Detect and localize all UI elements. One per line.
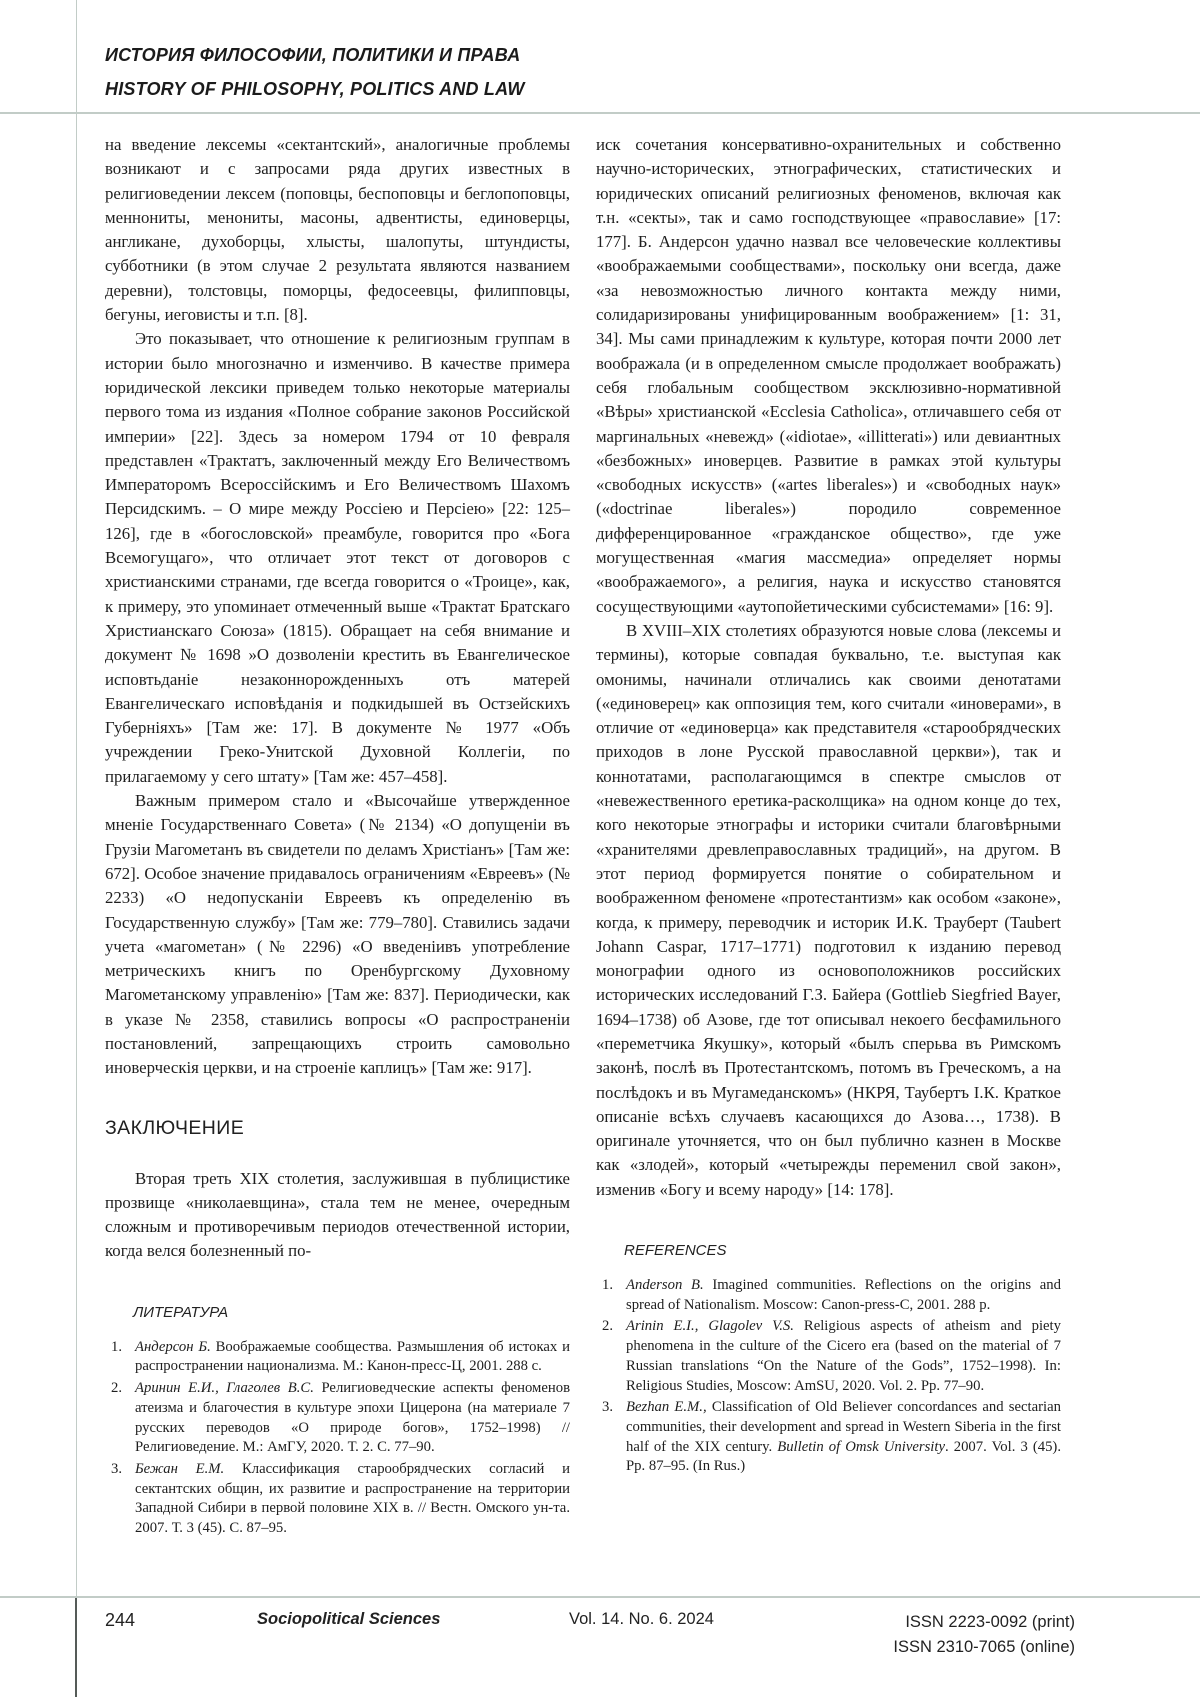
reference-text [626, 1276, 1061, 1315]
reference-body: Классификация старообрядческих согласий и сектантских общин, их развитие и распространение на территории Западной Сибири в первой половине XIX в. // Вестн. Омского ун-та. 2007. Т. 3 (45). С. 87–95. [135, 1460, 570, 1537]
page-number: 244 [105, 1610, 136, 1630]
body-paragraph: В XVIII–XIX столетиях образуются новые слова (лексемы и термины), которые совпадая буквально, т.е. выступая как омонимы, начинали отличались как своими денотатами («единоверец» как оппозиция тем, кого считали «иноверами», в отличие от «единоверца» как представителя «старообрядческих приходов в лоне Русской православной церкви»), так и коннотатами, располагающимся в спектре смыслов от «невежественного еретика-расколщика» на одном конце до тех, кого некоторые этнографы и историки считали благовѣрными «хранителями древлеправославных традиций», на другом. В этот период формируется понятие о собирательном и воображенном феномене «протестантизм» как особом «законе», когда, к примеру, переводчик и историк И.К. Трауберт (Taubert Johann Caspar, 1717–1771) подготовил к изданию перевод монографии одного из основоположников российских исторических исследований Г.З. Байера (Gottlieb Siegfried Bayer, 1694–1738) об Азове, где тот описывал некоего бесфамильного «переметчика Якушку», который «былъ сперьва въ Римскомъ законѣ, послѣ въ Протестантскомъ, потомъ въ Греческомъ, а на послѣдокъ и въ Мугамеданскомъ» (НКРЯ, Таубертъ І.К. Краткое описаніе всѣхъ случаевъ касающихся до Азова…, 1738). В оригинале уточняется, что он был публично казнен в Москве как «злодей», который «четырежды переменил свой закон», изменив «Богу и всему народу» [14: 178]. [596, 620, 1061, 1199]
reference-authors: Аринин Е.И., Глаголев В.С. [135, 1380, 314, 1397]
reference-text [626, 1317, 1061, 1396]
issn-print: ISSN 2223-0092 (print) [905, 1613, 1075, 1631]
reference-body: Воображаемые сообщества. Размышления об истоках и распространении национализма. М.: Канон-пресс-Ц, 2001. 288 с. [135, 1338, 570, 1375]
references-list [596, 1276, 1061, 1477]
literature-list [105, 1338, 570, 1539]
section-title-english: HISTORY OF PHILOSOPHY, POLITICS AND LAW [105, 79, 525, 99]
reference-number: 1. [602, 1277, 614, 1294]
reference-authors: Anderson B. [626, 1277, 704, 1294]
reference-item [602, 1317, 1061, 1396]
article-body [105, 133, 1061, 1541]
footer-row [0, 1597, 1200, 1660]
right-column [596, 133, 1061, 1541]
reference-authors: Bezhan E.M., [626, 1399, 707, 1416]
reference-number: 2. [111, 1380, 123, 1397]
body-paragraph: Это показывает, что отношение к религиозным группам в истории было многозначно и изменчиво. В качестве примера юридической лексики приведем только некоторые материалы первого тома из издания «Полное собрание законов Российской империи» [22]. Здесь за номером 1794 от 10 февраля представлен «Трактатъ, заключенный между Его Величествомъ Императоромъ Всероссійскимъ и Его Величествомъ Шахомъ Персидскимъ. – О мире между Россіею и Персіею» [22: 125–126], где в «богословской» преамбуле, говорится про «Бога Всемогущаго», что отличает этот текст от договоров с христианскими странами, где всегда говорится о «Троице», как, к примеру, это упоминает отмеченный выше «Трактат Братскаго Христианскаго Союза» (1815). Обращает на себя внимание и документ № 1698 »О дозволеніи крестить въ Евангелическое исповтьданіе незаконнорожденныхъ отъ матерей Евангелическаго исповѣданія и подкидышей въ Остзейскихъ Губерніяхъ» [Там же: 17]. В документе № 1977 «Объ учреждении Греко-Унитской Духовной Коллегіи, по прилагаемому у сего штату» [Там же: 457–458]. [105, 329, 570, 786]
literature-heading: ЛИТЕРАТУРА [133, 1303, 229, 1321]
page-footer [0, 1597, 1200, 1660]
references-heading: REFERENCES [624, 1242, 727, 1260]
reference-number: 3. [602, 1399, 614, 1416]
body-paragraph: на введение лексемы «сектантский», аналогичные проблемы возникают и с запросами ряда других известных в религиоведении лексем (поповцы, беспоповцы и беглопоповцы, меннониты, менониты, масоны, адвентисты, единоверцы, англикане, духоборцы, хлысты, шалопуты, штундисты, субботники (в этом случае 2 результата являются названием деревни), толстовцы, поморцы, федосеевцы, филипповцы, бегуны, иеговисты и т.п. [8]. [105, 135, 570, 325]
reference-body: Религиоведческие аспекты феноменов атеизма и благочестия в культуре эпохи Цицерона (на материале 7 русских переводов «О природе богов», 1752–1998) // Религиоведение. М.: АмГУ, 2020. Т. 2. С. 77–90. [135, 1380, 571, 1456]
section-title-russian: ИСТОРИЯ ФИЛОСОФИИ, ПОЛИТИКИ И ПРАВА [105, 45, 521, 65]
reference-text [135, 1338, 570, 1377]
reference-text [626, 1398, 1061, 1477]
page-header [105, 38, 1105, 106]
reference-number: 2. [602, 1318, 614, 1335]
literature-item [111, 1338, 570, 1377]
body-paragraph: иск сочетания консервативно-охранительных и собственно научно-исторических, этнографических, статистических и юридических описаний религиозных феноменов, включая как т.н. «секты», так и само господствующее «православие» [17: 177]. Б. Андерсон удачно назвал все человеческие коллективы «воображаемыми сообществами», поскольку они всегда, даже «за невозможностью личного контакта между ними, солидаризированы унифицированным воображением» [1: 31, 34]. Мы сами принадлежим к культуре, которая почти 2000 лет воображала (и в определенном смысле продолжает воображать) себя глобальным сообществом эксклюзивно-нормативной «Вѣры» христианской «Ecclesia Catholica», отличавшего себя от маргинальных «невежд» («idiotae», «illitterati») или девиантных «безбожных» иноверцев. Развитие в рамках этой культуры «свободных искусств» («artes liberales») и «свободных наук» («doctrinae liberales») породило современное дифференцированное «гражданское общество», где уже могущественная «магия массмедиа» определяет нормы «воображаемого», а религия, наука и искусство становятся сосуществующими «аутопойетическими субсистемами» [16: 9]. [596, 135, 1061, 616]
body-paragraph: Важным примером стало и «Высочайше утвержденное мненіе Государственнаго Совета» (№ 2134) «О допущеніи въ Грузіи Магометанъ въ свидетели по деламъ Христіанъ» [Там же: 672]. Особое значение придавалось ограничениям «Евреевъ» (№ 2233) «О недопусканіи Евреевъ къ определенію въ Государственную службу» [Там же: 779–780]. Ставились задачи учета «магометан» (№ 2296) «О введеніивъ употребление метрическихъ книгъ по Оренбургскому Духовному Магометанскому управленію» [Там же: 837]. Периодически, как в указе № 2358, ставились вопросы «О распространеніи постановлений, запрещающихъ строить самовольно иноверческія церкви, и на строеніе каплицъ» [Там же: 917]. [105, 791, 570, 1078]
conclusion-paragraph: Вторая треть XIX столетия, заслужившая в публицистике прозвище «николаевщина», стала тем не менее, очередным сложным и противоречивым периодов отечественной истории, когда велся болезненный по- [105, 1168, 570, 1261]
reference-item [602, 1398, 1061, 1477]
conclusion-heading: ЗАКЛЮЧЕНИЕ [105, 1116, 245, 1139]
reference-item [602, 1276, 1061, 1315]
reference-body: Imagined communities. Reflections on the origins and spread of Nationalism. Moscow: Canon-press-C, 2001. 288 p. [626, 1277, 1061, 1313]
reference-text [135, 1460, 570, 1539]
reference-number: 1. [111, 1338, 123, 1355]
literature-item [111, 1379, 570, 1458]
issn-online: ISSN 2310-7065 (online) [893, 1638, 1075, 1656]
reference-journal: Bulletin of Omsk University [777, 1438, 945, 1455]
reference-authors: Бежан Е.М. [135, 1460, 225, 1477]
literature-item [111, 1460, 570, 1539]
reference-authors: Андерсон Б. [135, 1338, 211, 1355]
volume-issue: Vol. 14. No. 6. 2024 [569, 1610, 714, 1628]
reference-number: 3. [111, 1460, 123, 1477]
left-margin-rule [76, 0, 77, 1697]
header-divider [0, 112, 1200, 114]
reference-body: Religious aspects of atheism and piety phenomena in the culture of the Cicero era (based on the material of 7 Russian translations “On the Nature of the Gods”, 1752–1998). In: Religious Studies, Moscow: AmSU, 2020. Vol. 2. Pp. 77–90. [626, 1318, 1061, 1394]
reference-body: Classification of Old Believer concordances and sectarian communities, their development and spread in Western Siberia in the first half of the XIX century. [626, 1399, 1061, 1455]
issn-block [893, 1610, 1075, 1660]
journal-name: Sociopolitical Sciences [257, 1610, 441, 1628]
reference-text [135, 1379, 570, 1458]
left-column [105, 133, 570, 1541]
reference-authors: Arinin E.I., Glagolev V.S. [626, 1318, 794, 1335]
reference-tail: . 2007. Vol. 3 (45). Pp. 87–95. (In Rus.) [626, 1438, 1061, 1475]
